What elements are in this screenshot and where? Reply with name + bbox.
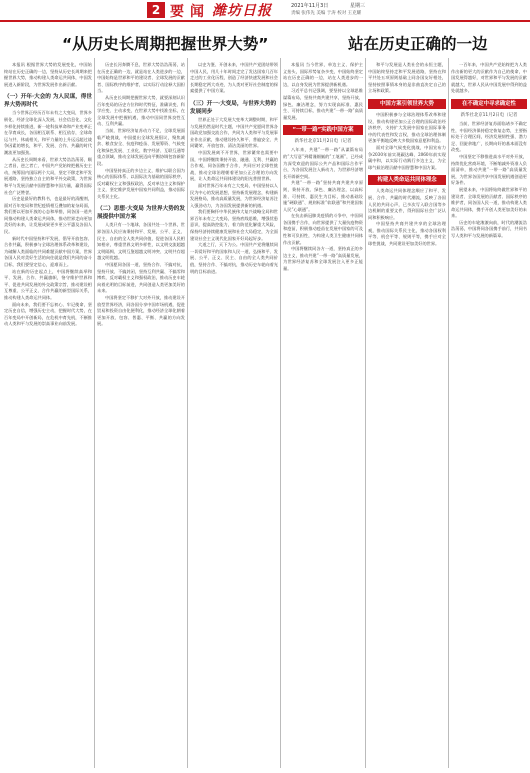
column-divider bbox=[280, 58, 281, 768]
left-subhead-2: （二）思想·大变局 为世界大势的发展提供中国方案 bbox=[97, 206, 185, 221]
editor-credits: 责编 张伟先 美编 于涛 校对 王克耀 bbox=[291, 11, 362, 16]
section-box-heading: 构建人类命运共同体理念 bbox=[368, 175, 446, 185]
masthead bbox=[0, 0, 530, 20]
column-divider bbox=[448, 58, 449, 768]
issue-date: 2021年11月3日 bbox=[291, 3, 329, 9]
column-divider bbox=[187, 58, 188, 768]
right-article-column-1: 本报讯 当今世界，单边主义、保护主义抬头，国际形势复杂多变，中国始终坚定站在历史正确的一边，站在人类进步的一边，以自身发展为世界提供新机遇。 习近平总书记强调，要坚持以全球思维谋篇布局，坚持共商共建共享，坚持开放、绿色、廉洁理念，努力实现高标准、惠民生、可持续目标，推动共建“一带一路”高质量发展。 “一带一路”实践中国方案 新华社北京11月2日电（记者 八年来，共建“一带一路”从谋篇布局的“大写意”到精谨细腻的“工笔画”，已经成为深受欢迎的国际公共产品和国际合作平台，为各国发展注入新动力，为世界经济增长开辟新空间。 共建“一带一路”坚持共商共建共享原则，秉持开放、绿色、廉洁理念，以高标准、可持续、惠民生为目标，推动基础设施“硬联通”、规则标准“软联通”和共建国家人民“心联通”。 在抗击新冠肺炎疫情的斗争中，中国同各国携手合作，向世界提供了大量抗疫物资和疫苗，积极推动疫苗在发展中国家的可及性和可负担性，为构建人类卫生健康共同体作出贡献。 中国将继续同各方一道，坚持真正的多边主义，推动共建“一带一路”高质量发展，为世界经济复苏和全球发展注入更多正能量。 bbox=[283, 62, 363, 272]
section-box-heading: 中国方案引领世界大势 bbox=[368, 99, 446, 109]
column-divider bbox=[94, 58, 95, 768]
left-article-column-2: 历史长河奔腾不息，世界大势浩浩荡荡，站在历史正确的一边，就是站在人类进步的一边，中国始终是世界和平的建设者、全球发展的贡献者、国际秩序的维护者，以实际行动诠释大国担当。 从历史长周期把握世界大势，就要深刻认识百年变局的历史方位和时代特征，准确识变、科学应变、主动求变，在世界大势中找准坐标，在全球发展中把握机遇，推动中国同世界良性互动、互利共赢。 当前，世界经济复苏动力不足，全球发展面临严峻挑战，中国提出全球发展倡议，聚焦减贫、粮食安全、抗疫和疫苗、发展筹资、气候变化和绿色发展、工业化、数字经济、互联互通等重点领域，推动全球发展迈向平衡协调包容新阶段。 中国坚持真正的多边主义，维护以联合国为核心的国际体系、以国际法为基础的国际秩序，反对霸权主义和强权政治，反对单边主义和保护主义，坚定维护发展中国家共同利益，推动国际关系民主化。 （二）思想·大变局 为世界大势的发展提供中国方案 人类只有一个地球，各国共处一个世界，世界各国人民应该秉持和平、发展、公平、正义、民主、自由的全人类共同价值，促进各国人民相知相亲，尊重世界文明多样性，以文明交流超越文明隔阂、文明互鉴超越文明冲突、文明共存超越文明优越。 中国愿同各国一道，坚持合作、不搞对抗，坚持开放、不搞封闭，坚持互利共赢、不搞零和博弈，反对霸权主义和强权政治，推动历史车轮向着光明的目标前进，共同创造人类更加美好的未来。 中国将坚定不移扩大对外开放，推动建设开放型世界经济，同各国分享中国市场机遇，促进贸易和投资自由化便利化，推动经济全球化朝着更加开放、包容、普惠、平衡、共赢的方向发展。 bbox=[97, 62, 185, 327]
column-divider bbox=[365, 58, 366, 768]
section-box-heading: “一带一路”实践中国方案 bbox=[283, 125, 363, 135]
headline-right: 站在历史正确的一边 bbox=[348, 35, 488, 53]
left-article-column-3: 以史为鉴、开创未来，中国共产党团结带领中国人民，用几十年时间走完了发达国家几百年走过的工业化历程，创造了经济快速发展和社会长期稳定两大奇迹，为人类对更好社会制度的探索提供了中国方案。 （三）开一·大变局，与世界大势的发展同步 世界正处于大发展大变革大调整时期，和平与发展仍然是时代主题，中国共产党愿同世界各国政党加强交流合作，共同为人类和平与发展事业作出贡献，推动建设持久和平、普遍安全、共同繁荣、开放包容、清洁美丽的世界。 中国发展离不开世界，世界繁荣也需要中国，中国将继续秉持开放、融通、互利、共赢的合作观，同各国携手合作，共同应对全球性挑战，推动全球治理朝着更加公正合理的方向发展，让人类命运共同体建设的阳光普照世界。 面对世界百年未有之大变局，中国坚持以人民为中心的发展思想，坚持新发展理念，构建新发展格局，推动高质量发展，为世界经济复苏注入强劲动力，为各国发展提供新的机遇。 我们要胸怀中华民族伟大复兴战略全局和世界百年未有之大变局，坚持底线思维，增强忧患意识，提高防控能力，着力防范化解重大风险，保持经济持续健康发展和社会大局稳定，为全面建设社会主义现代化国家开好局起好步。 大道之行，天下为公。中国共产党将继续同一切爱好和平的国家和人民一道，弘扬和平、发展、公平、正义、民主、自由的全人类共同价值，坚持合作、不搞对抗，推动历史车轮向着光明的目标前进。 bbox=[190, 62, 278, 274]
masthead-rule bbox=[0, 20, 530, 22]
page-number-badge: 2 bbox=[147, 2, 165, 18]
dateline: 新华社北京11月2日电（记者 bbox=[460, 112, 518, 118]
left-subhead-1: （一）开年·大会的 为人民谋，得世界大势再时代 bbox=[4, 94, 92, 109]
section-box-heading: 在不确定中寻求确定性 bbox=[451, 99, 527, 109]
headline-left: “从历史长周期把握世界大势” bbox=[62, 35, 269, 53]
right-article-column-2: 和平与发展是人类社会的永恒主题，中国始终坚持走和平发展道路，坚持在和平共处五项原则基础上同各国友好相处，坚持按照事情本身的是非曲直决定自己的立场和政策。 中国方案引领世界大势 中国积极参与全球治理体系改革和建设，推动构建更加公正合理的国际政治经济秩序，支持扩大发展中国家在国际事务中的代表性和发言权，推动全球治理体制更加平衡地反映大多数国家意愿和利益。 面对全球气候变化挑战，中国宣布力争2030年前实现碳达峰、2060年前实现碳中和，以实际行动践行多边主义，为全球气候治理贡献中国智慧和中国方案。 构建人类命运共同体理念 人类命运共同体理念顺应了和平、发展、合作、共赢的时代潮流，反映了各国人民的共同心声，已多次写入联合国等多边机制的重要文件，得到国际社会广泛认同和积极响应。 中国坚持共商共建共享的全球治理观，推动国际关系民主化，推动各国权利平等、机会平等、规则平等，携手应对全球性挑战，共同建设更加美好的世界。 bbox=[368, 62, 446, 247]
newspaper-logo: 潍坊日报 bbox=[212, 3, 272, 19]
issue-weekday: 星期三 bbox=[350, 3, 366, 9]
dateline: 新华社北京11月2日电（记者 bbox=[294, 139, 352, 145]
right-article-column-3: 一百年来，中国共产党始终把为人类作出新的更大的贡献作为自己的使命，中国发展得越好，对世界和平与发展的贡献就越大，世界人民从中国发展中得到的益处就越多。 在不确定中寻求确定性 新华社北京11月2日电（记者 当前，世界经济复苏面临诸多不确定性，中国经济保持稳定恢复态势，主要指标处于合理区间，经济发展韧性强、潜力足、回旋余地广，长期向好的基本面没有改变。 中国坚定不移推进高水平对外开放，持续优化营商环境，不断缩减外资准入负面清单，推动共建“一带一路”高质量发展，为世界各国共享中国发展机遇创造更好条件。 展望未来，中国将始终做世界和平的建设者、全球发展的贡献者、国际秩序的维护者，同各国人民一道，推动构建人类命运共同体，携手开创人类更加美好的未来。 历史的车轮滚滚向前，时代的潮流浩浩荡荡，中国将同各国携手前行，共同书写人类和平与发展的新篇章。 bbox=[451, 62, 527, 239]
left-subhead-3: （三）开一·大变局，与世界大势的发展同步 bbox=[190, 100, 277, 115]
section-name: 要闻 bbox=[170, 4, 210, 20]
left-article-column-1: 本报讯 根据世界大势的发展变化，中国始终站在历史正确的一边，坚持从历史长周期来把握世界大势，推动构建人类命运共同体，中国发展进入新阶段，为世界发展作出新贡献。 （一）开年·大会的 为人民谋，得世界大势再时代 当今世界正经历百年未有之大变局，世界多极化、经济全球化深入发展，社会信息化、文化多样化持续推进，新一轮科技革命和产业变革正在孕育成长，各国相互联系、相互依存，全球命运与共、休戚相关，和平力量的上升远远超过战争因素的增长，和平、发展、合作、共赢的时代潮流更加强劲。 从历史长周期来看，世界大势浩浩荡荡，顺之者昌，逆之者亡，中国共产党始终把握历史主动，统筹国内国际两个大局，坚定不移走和平发展道路，坚持独立自主的和平外交政策，为世界和平与发展贡献中国智慧和中国力量，赢得国际社会广泛赞誉。 历史是最好的教科书，也是最好的清醒剂，面对百年变局和世纪疫情相互叠加的复杂局面，我们要以更加开放的心态和举措，同各国一道共同推动构建人类命运共同体，推动世界走向更加美好的未来，让发展成果更多更公平惠及各国人民。 新时代中国坚持和平发展，倡导开放包容、合作共赢，积极参与全球治理体系改革和建设，为破解人类面临的共同难题贡献中国方案，世界各国人民对美好生活的向往就是我们共同的奋斗目标，我们要坚定信心，迎难而上。 站在新的历史起点上，中国将继续高举和平、发展、合作、共赢旗帜，恪守维护世界和平、促进共同发展的外交政策宗旨，推动建设相互尊重、公平正义、合作共赢的新型国际关系，推动构建人类命运共同体。 面向未来，我们要不忘初心、牢记使命，坚定历史自信，增强历史主动，把握时代大势，在百年变局中开创新局，在危机中育先机，不断推动人类和平与发展的崇高事业向前发展。 bbox=[4, 62, 92, 327]
